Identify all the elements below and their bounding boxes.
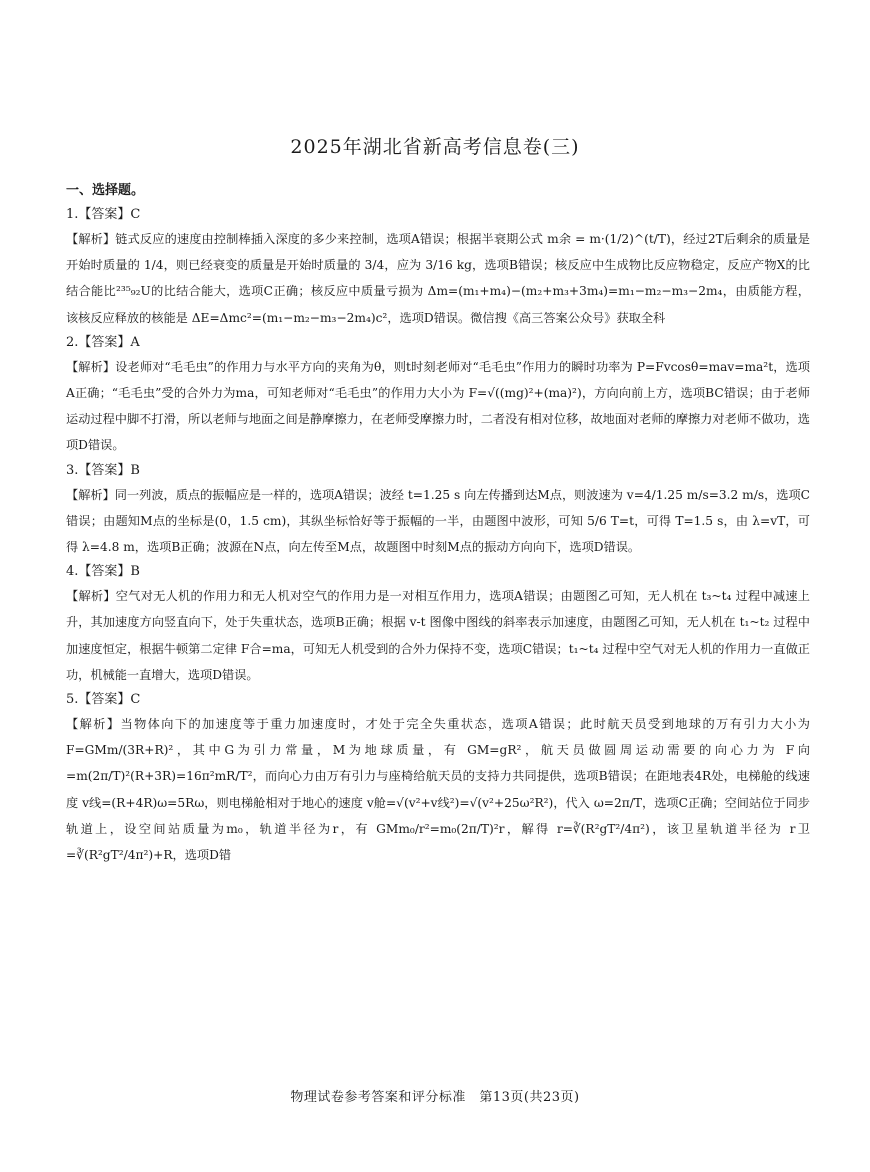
answer-label: 【答案】A — [78, 334, 140, 350]
explanation-text: 【解析】空气对无人机的作用力和无人机对空气的作用力是一对相互作用力，选项A错误；由题图乙可知，无人机在 t₃~t₄ 过程中减速上升，其加速度方向竖直向下，处于失重状态，选项B正确；根据 v-t 图像中图线的斜率表示加速度，由题图乙可知，无人机在 t₁~t₂ 过程中加速度恒定，根据牛顿第二定律 F合=ma，可知无人机受到的合外力保持不变，选项C错误；t₁~t₄ 过程中空气对无人机的作用力一直做正功，机械能一直增大，选项D错误。 — [66, 589, 810, 682]
explanation-text: 【解析】设老师对“毛毛虫”的作用力与水平方向的夹角为θ，则t时刻老师对“毛毛虫”作用力的瞬时功率为 P=Fvcosθ=mav=ma²t，选项A正确；“毛毛虫”受的合外力为ma，可知老师对“毛毛虫”的作用力大小为 F=√((mg)²+(ma)²)，方向向前上方，选项BC错误；由于老师运动过程中脚不打滑，所以老师与地面之间是静摩擦力，在老师受摩擦力时，二者没有相对位移，故地面对老师的摩擦力对老师不做功，选项D错误。 — [66, 359, 810, 453]
answer-line — [66, 689, 810, 711]
answer-line — [66, 332, 810, 354]
document-title: 2025年湖北省新高考信息卷(三) — [290, 136, 580, 158]
question-block-3 — [66, 460, 810, 561]
answer-label: 【答案】B — [78, 564, 140, 580]
answer-line — [66, 460, 810, 482]
explanation-text: 【解析】链式反应的速度由控制棒插入深度的多少来控制，选项A错误；根据半衰期公式 m余 = m·(1/2)^(t/T)，经过2T后剩余的质量是开始时质量的 1/4，则已经衰变的质量是开始时质量的 3/4，应为 3/16 kg，选项B错误；核反应中生成物比反应物稳定，反应产物X的比结合能比²³⁵₉₂U的比结合能大，选项C正确；核反应中质量亏损为 Δm=(m₁+m₄)−(m₂+m₃+3m₄)=m₁−m₂−m₃−2m₄，由质能方程，该核反应释放的核能是 ΔE=Δmc²=(m₁−m₂−m₃−2m₄)c²，选项D错误。微信搜《高三答案公众号》获取全科 — [66, 232, 810, 325]
answer-line — [66, 561, 810, 583]
question-block-5 — [66, 689, 810, 868]
question-number: 5. — [66, 692, 79, 708]
question-block-1 — [66, 204, 810, 331]
explanation-text: 【解析】同一列波，质点的振幅应是一样的，选项A错误；波经 t=1.25 s 向左传播到达M点，则波速为 v=4/1.25 m/s=3.2 m/s，选项C错误；由题知M点的坐标是(0，1.5 cm)，其纵坐标恰好等于振幅的一半，由题图中波形，可知 5/6 T=t，可得 T=1.5 s，由 λ=vT，可得 λ=4.8 m，选项B正确；波源在N点，向左传至M点，故题图中时刻M点的振动方向向下，选项D错误。 — [66, 487, 810, 555]
section-heading: 一、选择题。 — [66, 183, 145, 198]
question-block-4 — [66, 561, 810, 688]
answer-content — [66, 180, 810, 869]
page-footer: 物理试卷参考答案和评分标准 第13页(共23页) — [290, 1090, 580, 1105]
answer-label: 【答案】C — [78, 692, 141, 708]
explanation-text: 【解析】当物体向下的加速度等于重力加速度时，才处于完全失重状态，选项A错误；此时航天员受到地球的万有引力大小为 F=GMm/(3R+R)²，其中G为引力常量，M为地球质量，有 GM=gR²，航天员做圆周运动需要的向心力为 F向=m(2π/T)²(R+3R)=16π²mR/T²，而向心力由万有引力与座椅给航天员的支持力共同提供，选项B错误；在距地表4R处，电梯舱的线速度 v线=(R+4R)ω=5Rω，则电梯舱相对于地心的速度 v舱=√(v²+v线²)=√(v²+25ω²R²)，代入 ω=2π/T，选项C正确；空间站位于同步轨道上，设空间站质量为m₀，轨道半径为r，有 GMm₀/r²=m₀(2π/T)²r，解得 r=∛(R²gT²/4π²)，该卫星轨道半径为 r卫=∛(R²gT²/4π²)+R，选项D错 — [66, 717, 810, 863]
question-block-2 — [66, 332, 810, 459]
answer-line — [66, 204, 810, 226]
question-number: 4. — [66, 564, 79, 580]
question-number: 2. — [66, 334, 79, 350]
answer-label: 【答案】C — [78, 207, 141, 222]
answer-label: 【答案】B — [78, 462, 140, 478]
question-number: 3. — [66, 462, 79, 478]
question-number: 1. — [66, 207, 79, 222]
